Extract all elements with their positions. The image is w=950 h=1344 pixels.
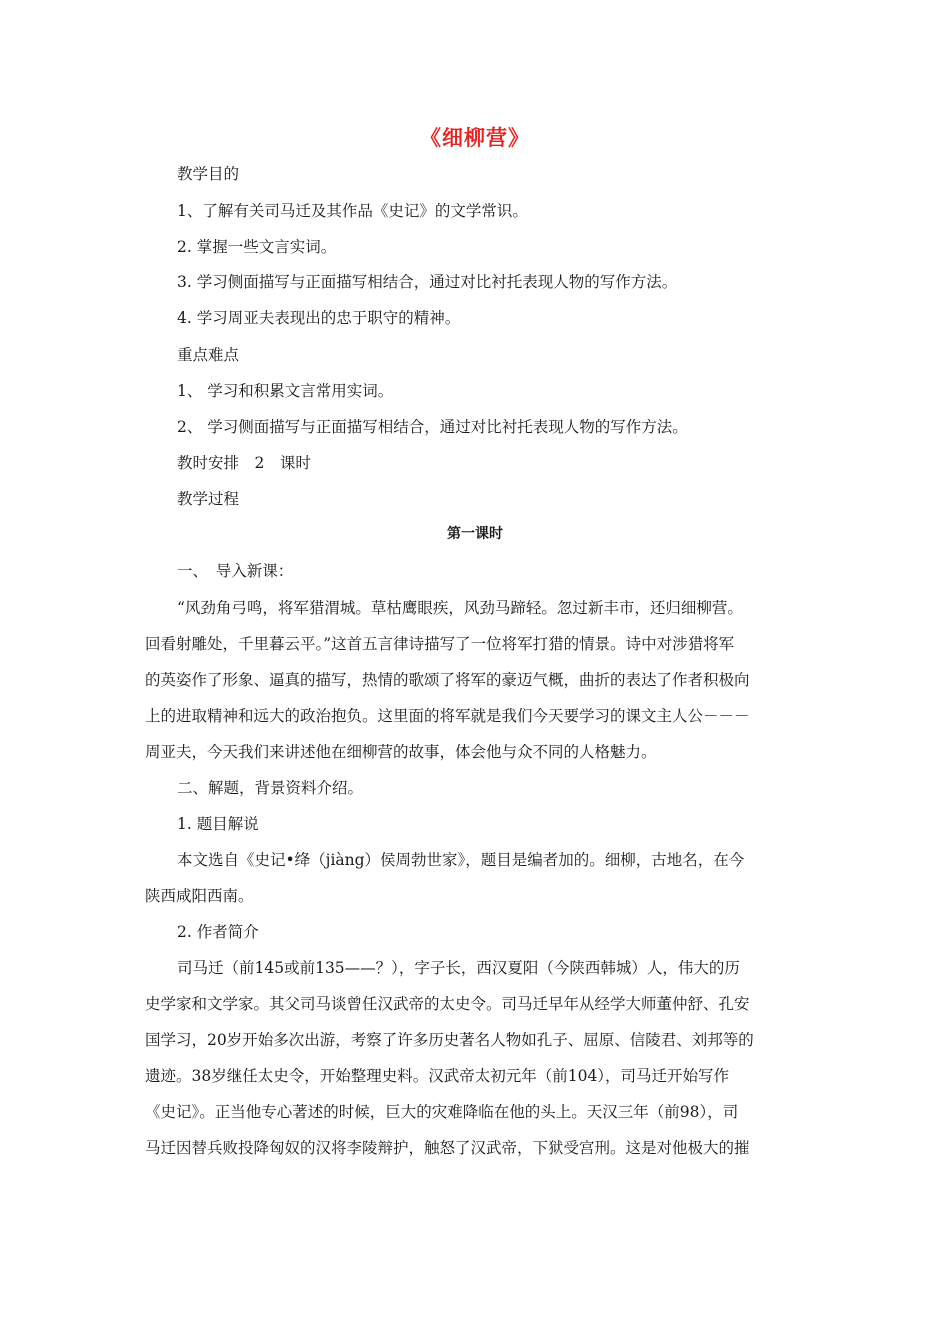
keypoint-item-1: 1、 学习和积累文言常用实词。	[177, 382, 394, 400]
intro-line-2: 回看射雕处，千里暮云平。”这首五言律诗描写了一位将军打猎的情景。诗中对涉猎将军	[145, 635, 735, 653]
intro-line-4: 上的进取精神和远大的政治抱负。这里面的将军就是我们今天要学习的课文主人公－－－	[145, 707, 750, 725]
sub1-line-1: 本文选自《史记•绛（jiàng）侯周勃世家》，题目是编者加的。细柳，古地名，在今	[177, 851, 745, 869]
objective-item-4: 4. 学习周亚夫表现出的忠于职守的精神。	[177, 309, 461, 327]
intro-line-5: 周亚夫，今天我们来讲述他在细柳营的故事，体会他与众不同的人格魅力。	[145, 743, 657, 761]
section2-heading: 二、解题，背景资料介绍。	[177, 779, 364, 797]
objective-item-2: 2. 掌握一些文言实词。	[177, 238, 337, 256]
lesson1-heading: 第一课时	[447, 526, 503, 542]
document-title: 《细柳营》	[420, 126, 530, 150]
sub2-line-2: 史学家和文学家。其父司马谈曾任汉武帝的太史令。司马迁早年从经学大师董仲舒、孔安	[145, 995, 750, 1013]
sub2-line-1: 司马迁（前145或前135——？），字子长，西汉夏阳（今陕西韩城）人，伟大的历	[177, 959, 740, 977]
keypoints-heading: 重点难点	[177, 346, 240, 364]
sub2-line-6: 马迁因替兵败投降匈奴的汉将李陵辩护，触怒了汉武帝，下狱受宫刑。这是对他极大的摧	[145, 1139, 750, 1157]
schedule-line: 教时安排 2 课时	[177, 454, 311, 472]
objective-item-3: 3. 学习侧面描写与正面描写相结合，通过对比衬托表现人物的写作方法。	[177, 273, 678, 291]
intro-line-3: 的英姿作了形象、逼真的描写，热情的歌颂了将军的豪迈气概，曲折的表达了作者积极向	[145, 671, 750, 689]
objective-item-1: 1、了解有关司马迁及其作品《史记》的文学常识。	[177, 202, 528, 220]
sub2-line-5: 《史记》。正当他专心著述的时候，巨大的灾难降临在他的头上。天汉三年（前98），司	[145, 1103, 739, 1121]
keypoint-item-2: 2、 学习侧面描写与正面描写相结合，通过对比衬托表现人物的写作方法。	[177, 418, 688, 436]
sub1-heading: 1. 题目解说	[177, 815, 259, 833]
intro-line-1: “风劲角弓鸣，将军猎渭城。草枯鹰眼疾，风劲马蹄轻。忽过新丰市，还归细柳营。	[177, 599, 743, 617]
sub2-heading: 2. 作者简介	[177, 923, 259, 941]
section1-heading: 一、 导入新课：	[177, 562, 294, 580]
sub2-line-4: 遗迹。38岁继任太史令，开始整理史料。汉武帝太初元年（前104），司马迁开始写作	[145, 1067, 730, 1085]
process-heading: 教学过程	[177, 490, 240, 508]
sub2-line-3: 国学习，20岁开始多次出游，考察了许多历史著名人物如孔子、屈原、信陵君、刘邦等的	[145, 1031, 754, 1049]
objectives-heading: 教学目的	[177, 165, 240, 183]
sub1-line-2: 陕西咸阳西南。	[145, 887, 254, 905]
